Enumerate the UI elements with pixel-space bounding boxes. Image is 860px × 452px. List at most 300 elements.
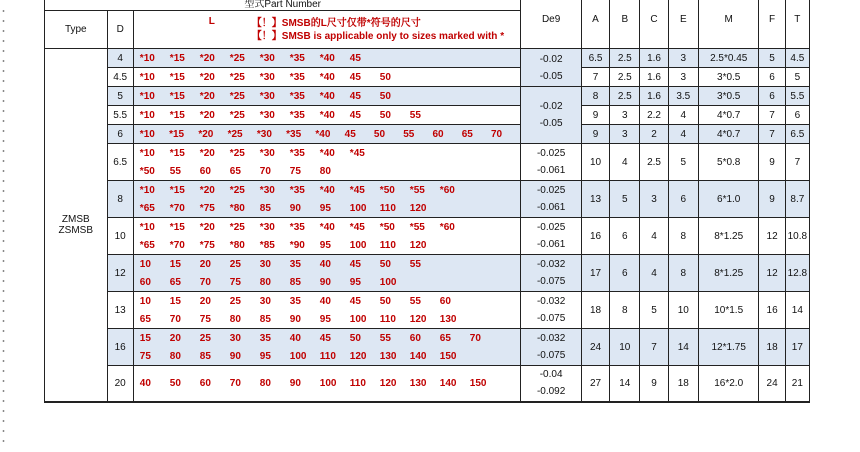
l-value: 130	[379, 350, 397, 362]
de9-lower: -0.061	[536, 202, 566, 213]
l-value: *20	[199, 221, 215, 233]
l-line	[140, 218, 521, 236]
l-value: 40	[289, 332, 301, 344]
d-cell: 8	[107, 181, 133, 218]
l-value: *40	[319, 184, 335, 196]
l-value: *10	[139, 109, 155, 121]
l-value: *30	[259, 71, 275, 83]
l-value: *45	[349, 184, 365, 196]
a-cell: 17	[581, 255, 609, 292]
m-cell: 10*1.5	[698, 292, 759, 329]
m-cell: 4*0.7	[698, 125, 759, 144]
l-value: 45	[349, 52, 361, 64]
de9-cell	[521, 49, 582, 87]
l-line	[140, 125, 521, 143]
l-cell	[133, 292, 521, 329]
de9-upper: -0.032	[536, 296, 566, 307]
e-cell: 8	[668, 218, 698, 255]
l-value: 85	[259, 202, 271, 214]
l-value: *75	[199, 202, 215, 214]
de9-lower: -0.061	[536, 165, 566, 176]
a-cell: 18	[581, 292, 609, 329]
l-value: 45	[349, 109, 361, 121]
l-value: *65	[139, 202, 155, 214]
d-cell: 20	[107, 366, 133, 402]
de9-lower: -0.075	[536, 276, 566, 287]
l-value: 65	[169, 276, 181, 288]
t-cell: 6.5	[785, 125, 809, 144]
l-value: *10	[139, 221, 155, 233]
l-value: 140	[439, 377, 457, 389]
b-cell: 2.5	[610, 49, 640, 68]
d-cell: 4.5	[107, 68, 133, 87]
c-cell: 9	[640, 366, 668, 402]
l-value: *30	[259, 221, 275, 233]
l-value: *35	[289, 71, 305, 83]
table-row	[45, 329, 810, 366]
de9-cell	[521, 87, 582, 144]
t-cell: 8.7	[785, 181, 809, 218]
l-value: 75	[199, 313, 211, 325]
l-value: *35	[289, 109, 305, 121]
l-value: *35	[289, 90, 305, 102]
b-cell: 4	[610, 144, 640, 181]
de9-cell	[521, 144, 582, 181]
l-line	[140, 236, 521, 254]
l-value: *70	[169, 239, 185, 251]
l-value: 90	[229, 350, 241, 362]
b-cell: 10	[610, 329, 640, 366]
d-cell: 6	[107, 125, 133, 144]
l-line	[140, 106, 521, 124]
c-cell: 3	[640, 181, 668, 218]
type-value-1: ZMSB	[61, 213, 90, 225]
l-value: *15	[169, 71, 185, 83]
l-cell	[133, 181, 521, 218]
l-value: *20	[198, 128, 214, 140]
l-value: 45	[349, 295, 361, 307]
l-value: 45	[319, 332, 331, 344]
l-value: 90	[319, 276, 331, 288]
l-value: *10	[139, 184, 155, 196]
l-value: 110	[379, 202, 396, 214]
de9-lower: -0.05	[539, 70, 563, 82]
c-cell: 5	[640, 292, 668, 329]
l-value: 45	[349, 258, 361, 270]
de9-upper: -0.04	[539, 369, 563, 381]
l-value: 85	[259, 313, 271, 325]
l-value: 140	[409, 350, 427, 362]
de9-lower: -0.075	[536, 313, 566, 324]
l-value: 20	[199, 258, 211, 270]
l-value: 65	[229, 165, 241, 177]
l-value: 100	[349, 239, 367, 251]
de9-upper: -0.025	[536, 185, 566, 196]
l-header: L	[208, 16, 215, 27]
l-value: *45	[349, 147, 365, 159]
a-cell: 6.5	[581, 49, 609, 68]
l-value: 70	[469, 332, 481, 344]
l-value: *45	[349, 221, 365, 233]
de9-upper: -0.02	[539, 101, 563, 112]
l-value: *35	[289, 221, 305, 233]
l-value: 40	[319, 258, 331, 270]
l-value: 70	[199, 276, 211, 288]
l-value: 20	[169, 332, 181, 344]
m-cell: 4*0.7	[698, 106, 759, 125]
de9-header: De9	[521, 0, 582, 49]
l-value: *35	[289, 52, 305, 64]
d-cell: 5.5	[107, 106, 133, 125]
l-value: 150	[439, 350, 457, 362]
l-value: 95	[259, 350, 271, 362]
l-value: 35	[289, 295, 301, 307]
l-line	[140, 144, 521, 162]
l-cell	[133, 144, 521, 181]
l-value: *25	[229, 221, 245, 233]
table-row	[45, 144, 810, 181]
de9-upper: -0.032	[536, 259, 566, 270]
l-value: 110	[379, 313, 396, 325]
d-cell: 5	[107, 87, 133, 106]
a-cell: 27	[581, 366, 609, 402]
l-value: 100	[379, 276, 397, 288]
f-cell: 9	[759, 144, 785, 181]
l-value: 60	[439, 295, 451, 307]
c-cell: 1.6	[640, 87, 668, 106]
a-cell: 13	[581, 181, 609, 218]
de9-cell	[521, 218, 582, 255]
l-value: *55	[409, 184, 425, 196]
l-value: *40	[319, 90, 335, 102]
table-row	[45, 106, 810, 125]
f-cell: 7	[759, 106, 785, 125]
b-cell: 6	[610, 218, 640, 255]
l-value: 25	[229, 295, 241, 307]
table-row	[45, 218, 810, 255]
f-cell: 9	[759, 181, 785, 218]
m-cell: 5*0.8	[698, 144, 759, 181]
b-cell: 2.5	[610, 68, 640, 87]
l-value: 95	[319, 313, 331, 325]
l-value: 120	[349, 350, 367, 362]
l-line	[140, 273, 521, 291]
l-value: *60	[439, 184, 455, 196]
de9-cell	[521, 255, 582, 292]
l-cell	[133, 125, 521, 144]
l-value: 110	[349, 377, 366, 389]
b-cell: 14	[610, 366, 640, 402]
t-cell: 10.8	[785, 218, 809, 255]
l-value: 60	[409, 332, 421, 344]
l-cell	[133, 68, 521, 87]
l-value: 120	[409, 202, 427, 214]
e-cell: 3	[668, 68, 698, 87]
l-value: *40	[319, 109, 335, 121]
table-row	[45, 255, 810, 292]
e-cell: 4	[668, 125, 698, 144]
l-value: 50	[373, 128, 386, 140]
l-value: *35	[289, 184, 305, 196]
b-cell: 6	[610, 255, 640, 292]
t-cell: 17	[785, 329, 809, 366]
l-value: 15	[139, 332, 151, 344]
d-header: D	[107, 11, 133, 49]
l-value: 80	[229, 313, 241, 325]
l-value: 60	[199, 165, 211, 177]
l-value: 15	[169, 295, 181, 307]
l-value: *20	[199, 52, 215, 64]
e-cell: 8	[668, 255, 698, 292]
l-value: *25	[229, 71, 245, 83]
type-header: Type	[45, 11, 108, 49]
l-value: 45	[349, 71, 361, 83]
table-row	[45, 87, 810, 106]
l-value: 70	[490, 128, 503, 140]
f-cell: 24	[759, 366, 785, 402]
part-number-header: 型式Part Number	[45, 0, 521, 11]
f-cell: 7	[759, 125, 785, 144]
type-value-2: ZSMSB	[58, 224, 93, 236]
t-cell: 7	[785, 144, 809, 181]
a-cell: 7	[581, 68, 609, 87]
e-cell: 18	[668, 366, 698, 402]
m-cell: 8*1.25	[698, 218, 759, 255]
l-value: *25	[229, 90, 245, 102]
l-value: 130	[409, 377, 427, 389]
c-cell: 7	[640, 329, 668, 366]
l-line	[140, 255, 521, 273]
l-value: 50	[379, 71, 391, 83]
l-value: 65	[139, 313, 151, 325]
l-value: 30	[229, 332, 241, 344]
a-cell: 10	[581, 144, 609, 181]
m-header: M	[698, 0, 759, 49]
l-value: *25	[229, 184, 245, 196]
l-line	[140, 68, 521, 86]
l-value: *15	[169, 221, 185, 233]
l-value: *15	[169, 90, 185, 102]
l-value: 50	[169, 377, 181, 389]
l-value: 35	[289, 258, 301, 270]
l-value: *20	[199, 109, 215, 121]
t-cell: 5	[785, 68, 809, 87]
m-cell: 6*1.0	[698, 181, 759, 218]
l-line	[140, 374, 521, 392]
f-cell: 6	[759, 87, 785, 106]
l-value: 100	[319, 377, 337, 389]
m-cell: 3*0.5	[698, 87, 759, 106]
l-value: 150	[469, 377, 487, 389]
l-value: 120	[409, 239, 427, 251]
de9-lower: -0.075	[536, 350, 566, 361]
l-value: *60	[439, 221, 455, 233]
t-cell: 6	[785, 106, 809, 125]
b-cell: 2.5	[610, 87, 640, 106]
d-cell: 10	[107, 218, 133, 255]
m-cell: 3*0.5	[698, 68, 759, 87]
m-cell: 8*1.25	[698, 255, 759, 292]
l-value: 10	[139, 258, 151, 270]
b-cell: 3	[610, 125, 640, 144]
table-row	[45, 125, 810, 144]
l-value: 55	[403, 128, 415, 140]
l-value: 15	[169, 258, 181, 270]
f-cell: 6	[759, 68, 785, 87]
l-value: 85	[199, 350, 211, 362]
m-cell: 2.5*0.45	[698, 49, 759, 68]
l-value: *10	[139, 52, 155, 64]
f-header: F	[759, 0, 785, 49]
d-cell: 12	[107, 255, 133, 292]
l-line	[140, 49, 521, 67]
l-value: 40	[139, 377, 151, 389]
l-cell	[133, 329, 521, 366]
l-value: 50	[379, 90, 391, 102]
l-value: 25	[229, 258, 241, 270]
l-value: *35	[286, 128, 302, 140]
e-cell: 10	[668, 292, 698, 329]
m-cell: 16*2.0	[698, 366, 759, 402]
l-value: *35	[289, 147, 305, 159]
c-cell: 2.2	[640, 106, 668, 125]
spec-table	[44, 0, 810, 403]
l-value: 50	[379, 295, 391, 307]
l-value: 90	[289, 202, 301, 214]
l-value: *15	[169, 52, 185, 64]
l-value: *20	[199, 71, 215, 83]
l-value: 65	[439, 332, 451, 344]
t-cell: 12.8	[785, 255, 809, 292]
l-value: 70	[229, 377, 241, 389]
left-dotted-edge	[2, 6, 5, 446]
l-value: 30	[259, 295, 271, 307]
type-cell	[45, 49, 108, 402]
l-line	[140, 162, 521, 180]
l-value: *50	[379, 221, 395, 233]
l-value: *75	[199, 239, 215, 251]
l-value: 130	[439, 313, 457, 325]
c-cell: 1.6	[640, 68, 668, 87]
l-value: *40	[319, 147, 335, 159]
table-row	[45, 181, 810, 218]
l-value: *50	[139, 165, 155, 177]
l-value: 55	[379, 332, 391, 344]
note-cn: 【！】SMSB的L尺寸仅带*符号的尺寸	[251, 18, 421, 29]
l-value: *40	[315, 128, 331, 140]
l-value: *15	[169, 128, 185, 140]
l-value: *55	[409, 221, 425, 233]
l-value: *10	[139, 90, 155, 102]
e-cell: 6	[668, 181, 698, 218]
l-value: 90	[289, 313, 301, 325]
l-cell	[133, 218, 521, 255]
l-value: 100	[349, 202, 367, 214]
l-value: 80	[319, 165, 331, 177]
l-value: *15	[169, 184, 185, 196]
e-cell: 5	[668, 144, 698, 181]
l-value: 75	[229, 276, 241, 288]
l-value: 120	[409, 313, 427, 325]
l-value: 70	[259, 165, 271, 177]
l-cell	[133, 87, 521, 106]
l-value: 95	[349, 276, 361, 288]
l-value: 55	[409, 258, 421, 270]
l-value: 45	[344, 128, 356, 140]
l-value: 30	[259, 258, 271, 270]
l-value: 50	[379, 258, 391, 270]
f-cell: 16	[759, 292, 785, 329]
table-row	[45, 49, 810, 68]
table-row	[45, 366, 810, 402]
l-value: 65	[461, 128, 473, 140]
l-value: 70	[169, 313, 181, 325]
e-header: E	[668, 0, 698, 49]
l-cell	[133, 366, 521, 402]
l-value: 60	[199, 377, 211, 389]
b-header: B	[610, 0, 640, 49]
l-value: *90	[289, 239, 305, 251]
d-cell: 13	[107, 292, 133, 329]
l-line	[140, 292, 521, 310]
c-cell: 4	[640, 218, 668, 255]
l-value: 95	[319, 202, 331, 214]
l-cell	[133, 255, 521, 292]
l-value: *10	[139, 71, 155, 83]
e-cell: 4	[668, 106, 698, 125]
t-header: T	[785, 0, 809, 49]
l-value: *85	[259, 239, 275, 251]
table-row	[45, 292, 810, 329]
l-value: *30	[256, 128, 272, 140]
l-value: *10	[139, 128, 155, 140]
l-value: 55	[409, 109, 421, 121]
l-value: *50	[379, 184, 395, 196]
l-value: *20	[199, 147, 215, 159]
l-value: 100	[289, 350, 307, 362]
l-value: 60	[139, 276, 151, 288]
l-value: *65	[139, 239, 155, 251]
c-cell: 2.5	[640, 144, 668, 181]
l-value: 80	[259, 276, 271, 288]
l-header-cell	[133, 11, 521, 49]
l-value: 100	[349, 313, 367, 325]
l-value: *30	[259, 109, 275, 121]
l-line	[140, 329, 521, 347]
d-cell: 16	[107, 329, 133, 366]
l-value: 80	[259, 377, 271, 389]
note-en: 【！】SMSB is applicable only to sizes marked with *	[251, 30, 505, 42]
l-value: 75	[289, 165, 301, 177]
l-value: 45	[349, 90, 361, 102]
l-value: *20	[199, 184, 215, 196]
spec-table-body	[45, 0, 810, 402]
de9-cell	[521, 366, 582, 402]
table-row	[45, 68, 810, 87]
de9-upper: -0.02	[539, 53, 563, 65]
de9-cell	[521, 292, 582, 329]
l-value: 110	[319, 350, 336, 362]
a-cell: 16	[581, 218, 609, 255]
a-cell: 9	[581, 106, 609, 125]
c-cell: 4	[640, 255, 668, 292]
l-value: *40	[319, 52, 335, 64]
de9-cell	[521, 329, 582, 366]
de9-upper: -0.025	[536, 222, 566, 233]
l-value: *15	[169, 147, 185, 159]
l-value: 50	[349, 332, 361, 344]
t-cell: 14	[785, 292, 809, 329]
